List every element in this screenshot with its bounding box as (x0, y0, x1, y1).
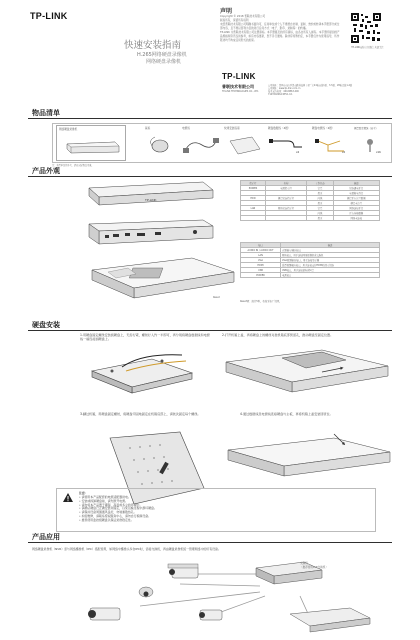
table-cell: 常亮 (307, 206, 333, 211)
switch-label-text: 交换机 (300, 562, 308, 565)
company-address: 公司地址：深圳市南山区深南路科技园工业厂房24栋南段1层、3-5层、28栋北段1-4层 (268, 84, 353, 87)
step-text: 1.用硬盘固定螺丝安装到硬盘上，无需拧紧，螺丝拧入约一半即可，再分别将硬盘数据线和电源线一端连接到硬盘上。 (80, 333, 210, 341)
contents-item-screws (354, 125, 390, 161)
item-count: x16 (376, 151, 381, 154)
item-count: x4 (296, 151, 300, 154)
contents-item-nvr (56, 125, 126, 161)
section-appearance (0, 166, 420, 178)
install-step-4 (240, 412, 380, 416)
table-header: 指示灯 (241, 181, 266, 186)
install-step-1 (80, 333, 210, 341)
statement-body-2: TP-LINK 为普联技术有限公司注册商标。本手册提及的所有商标，由各自所有人拥有。本手册所提到的产品规格和资讯仅供参考，如有内容更新，恕不另行通知。除非有特殊约定，本手册仅作为使用指导，所作陈述均不构成任何形式的担保。 (220, 31, 340, 42)
table-cell: 网络接口，用于连接网络摄像机或交换机 (281, 253, 380, 258)
contents-item-data-cable (268, 125, 308, 161)
install-step-3 (80, 412, 210, 416)
table-cell: POWER (241, 273, 281, 278)
section-divider (28, 176, 392, 177)
mouse-icon (147, 135, 173, 155)
table-cell: AUDIO IN / AUDIO OUT (241, 248, 281, 253)
company-version: 7103502064 REV1.0.1 (268, 93, 293, 96)
application-text: 网络硬盘录像机（NVR）需与网络摄像机（IPC）搭配使用，如网络中摄像头多台IPC时，需接交换机，再由硬盘录像机统一管理网络中的所有设备。 (32, 547, 221, 551)
led-table (240, 180, 380, 221)
statement-rights: 版权所有，保留所有权利 (220, 18, 249, 22)
table-cell: 高清视频输出接口，用于连接支持HDMI的显示设备 (281, 263, 380, 268)
section-divider (28, 330, 392, 331)
section-application (0, 532, 420, 544)
table-cell: 网络未连接 (333, 216, 379, 221)
power-cord-icon (182, 135, 220, 157)
caution-item: • 请保持设备周围通风良好，勿堵塞散热孔。 (79, 510, 137, 515)
table-cell: 电源指示灯 (265, 186, 306, 191)
table-cell: 熄灭 (307, 201, 333, 206)
table-cell: 网络状态指示灯 (265, 206, 306, 211)
statement-copyright: Copyright © 2018 普联技术有限公司 (220, 15, 266, 18)
contents-item-mouse (145, 125, 175, 161)
nvr-front-view (85, 178, 215, 208)
install-step-2 (222, 333, 382, 337)
caution-item: • 安装或拆卸硬盘前，请先断开电源。 (79, 498, 128, 503)
table-cell: 熄灭 (307, 191, 333, 196)
item-label: 硬盘电源线（2根） (312, 127, 335, 130)
table-header: 名称 (265, 181, 306, 186)
caution-block (56, 488, 376, 532)
switch-label (300, 562, 328, 569)
table-cell: 网络连接正常 (333, 206, 379, 211)
reset-callout: Reset (213, 296, 220, 299)
caution-heading: 注意： (79, 491, 88, 495)
item-label: 硬盘固定螺丝（若干） (354, 127, 378, 130)
guide-icon (228, 135, 262, 157)
item-count: x2 (342, 151, 346, 154)
table-cell: POWER (241, 186, 266, 191)
table-cell: 设备通电正常 (333, 186, 379, 191)
section-contents (0, 108, 420, 120)
table-cell: 电源断电异常 (333, 191, 379, 196)
caution-item: • 请使用本产品配套的电源适配器供电。 (79, 495, 131, 499)
table-cell: 电源接口 (281, 273, 380, 278)
product-subtitle-1: H.265网络硬盘录像机 (137, 52, 187, 58)
step-text: 3.翻过机箱，用硬盘固定螺丝，将硬盘牢固地固定在机箱底部上，请依次固定每个螺丝。 (80, 412, 201, 416)
nvr-rear-view (85, 218, 215, 248)
warning-icon (63, 493, 73, 502)
table-cell: HDMI (241, 263, 281, 268)
table-cell (265, 216, 306, 221)
company-name: 普联技术有限公司 (222, 84, 254, 89)
contents-item-power-cable (312, 125, 352, 161)
table-cell: USB接口，用于连接鼠标或U盘 (281, 268, 380, 273)
table-header: 工作状态 (307, 181, 333, 186)
company-contact (268, 84, 388, 96)
caution-item: • 请确认硬盘已正确安装并固定，以免运输过程中损坏硬盘。 (79, 506, 157, 511)
product-subtitle-2: 网络硬盘录像机 (146, 59, 182, 65)
section-title-appearance: 产品外观 (32, 167, 60, 175)
step-1-illustration (82, 349, 202, 399)
statement-block (220, 6, 340, 42)
table-cell: 熄灭 (307, 216, 333, 221)
switch-label-note: （推荐使用PoE交换机） (300, 565, 329, 569)
table-header: 接口 (241, 243, 281, 248)
table-cell (241, 216, 266, 221)
table-cell: 硬盘状态指示灯 (265, 196, 306, 201)
section-divider (28, 118, 392, 119)
item-label: 硬盘数据线（4根） (268, 127, 291, 130)
company-website: 公司网址：www.tp-link.com.cn (268, 87, 301, 90)
table-cell: VGA (241, 258, 281, 263)
header-logo: TP-LINK (30, 11, 68, 21)
step-text: 2.打开机箱上盖，再将硬盘上的螺丝对准机箱底部预留孔，推动硬盘至固定位置。 (222, 333, 334, 337)
table-cell: LAN (241, 253, 281, 258)
table-header: 描述 (281, 243, 380, 248)
svg-text:TP-LINK: TP-LINK (145, 198, 157, 202)
table-cell: USB (241, 268, 281, 273)
table-cell: 正在传输数据 (333, 211, 379, 216)
caution-item: • 推荐使用监控级硬盘以保证录像稳定性。 (79, 517, 134, 522)
guide-title: 快速安装指南 (124, 40, 182, 51)
section-title-application: 产品应用 (32, 533, 60, 541)
step-text: 4.通过数据线及电源线连接硬盘与主板，再将机箱上盖安装回原位。 (240, 412, 333, 416)
table-cell: 闪烁 (307, 211, 333, 216)
section-divider (28, 542, 392, 543)
table-cell: 硬盘未读写 (333, 201, 379, 206)
item-label: 电源线 (182, 127, 190, 130)
statement-heading: 声明 (220, 8, 233, 15)
caution-item: • 请勿将本产品置于潮湿、高温或多尘的环境中。 (79, 502, 143, 507)
table-cell: LAN (241, 206, 266, 211)
table-row (241, 216, 380, 221)
table-header: 描述 (333, 181, 379, 186)
table-cell: 常亮 (307, 186, 333, 191)
section-title-contents: 物品清单 (32, 109, 60, 117)
qr-code (351, 13, 381, 43)
section-title-install: 硬盘安装 (32, 321, 60, 329)
table-cell: 闪烁 (307, 196, 333, 201)
caution-item: • 如需维修，请联系授权服务中心，请勿自行拆卸设备。 (79, 513, 151, 518)
table-row (241, 273, 380, 278)
company-name-en: TP-LINK TECHNOLOGIES CO., LTD. (222, 90, 259, 93)
reset-note: Reset键：按住5秒，将恢复出厂设置。 (240, 300, 282, 303)
contents-item-guide (224, 125, 264, 161)
item-label: 鼠标 (145, 127, 151, 130)
contents-note: 注：本清单仅作参考，请以实际物品为准。 (52, 164, 94, 167)
company-logo: TP-LINK (222, 72, 256, 81)
step-2-illustration (222, 344, 392, 402)
port-table (240, 242, 380, 278)
statement-body: 未经普联技术有限公司明确书面许可，任何单位或个人不得擅自仿制、复制、誊抄或转译本手册部分或全部内容，且不得以营利为目的进行任何方式（电子、影印、录制等）的传播。 (220, 23, 340, 30)
company-hotline: 技术支持热线：400-8863-400 (268, 90, 299, 93)
application-diagram (60, 556, 390, 640)
caution-list (79, 496, 157, 523)
table-cell: VGA视频输出接口，用于连接显示器 (281, 258, 380, 263)
table-cell: HDD (241, 196, 266, 201)
item-label: 快速安装指南 (224, 127, 240, 130)
step-4-illustration (224, 432, 394, 482)
item-label: 网络硬盘录像机 (59, 128, 78, 131)
table-cell: 硬盘正在读写数据 (333, 196, 379, 201)
table-cell: 音频输入/输出接口 (281, 248, 380, 253)
nvr-icon (65, 140, 120, 154)
section-install (0, 320, 420, 332)
contents-item-power-cord (182, 125, 222, 161)
qr-caption: TP-LINK安防官方微信 欢迎关注 (351, 46, 384, 49)
